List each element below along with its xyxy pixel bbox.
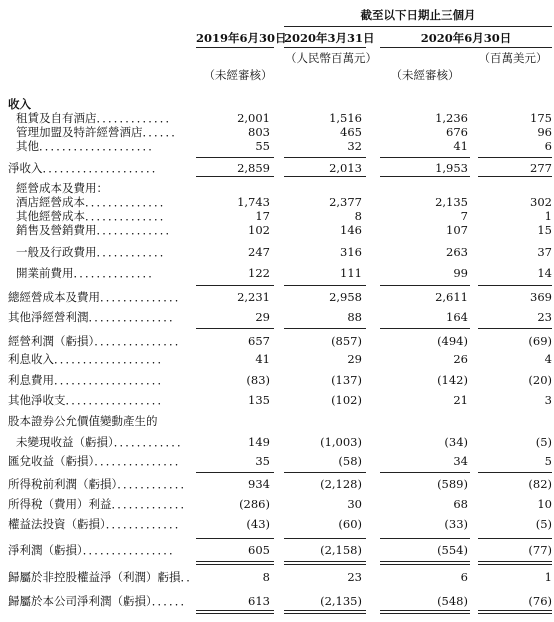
table-cell: 99	[453, 266, 468, 280]
table-cell: 1	[544, 209, 552, 223]
table-cell: 465	[340, 125, 362, 139]
table-cell: 1,236	[435, 111, 468, 125]
table-cell: 10	[537, 497, 552, 511]
unit-usd: （百萬美元）	[478, 51, 548, 65]
row-label: 利息收入．．．．．．．．．．．．．．．．．．．	[8, 352, 169, 366]
table-cell: 1	[544, 570, 552, 584]
double-rule	[284, 561, 366, 562]
row-label: 一般及行政費用．．．．．．．．．．．．	[16, 245, 172, 259]
subtotal-rule	[196, 472, 274, 473]
row-label: 酒店經營成本．．．．．．．．．．．．．．	[16, 195, 172, 209]
table-cell: 934	[248, 477, 270, 491]
table-cell: 1,743	[237, 195, 270, 209]
table-cell: 6	[544, 139, 552, 153]
subtotal-rule	[380, 472, 470, 473]
subtotal-rule	[196, 538, 274, 539]
table-cell: (494)	[437, 334, 468, 348]
table-cell: 277	[530, 161, 552, 175]
table-cell: 7	[460, 209, 468, 223]
table-cell: 3	[544, 393, 552, 407]
table-cell: (2,135)	[320, 594, 362, 608]
subtotal-rule	[380, 157, 470, 158]
table-cell: 613	[248, 594, 270, 608]
table-cell: 122	[248, 266, 270, 280]
table-cell: (83)	[246, 373, 270, 387]
unit-rmb: （人民幣百萬元）	[285, 51, 377, 65]
table-cell: 2,013	[329, 161, 362, 175]
double-rule	[196, 610, 274, 611]
table-cell: (286)	[239, 497, 270, 511]
table-cell: 8	[354, 209, 362, 223]
table-cell: (20)	[528, 373, 552, 387]
col1-date-rule	[196, 47, 274, 48]
table-cell: (1,003)	[320, 435, 362, 449]
table-cell: 1,953	[435, 161, 468, 175]
table-cell: 96	[537, 125, 552, 139]
row-label: 匯兌收益（虧損）．．．．．．．．．．．．．．．	[8, 454, 187, 468]
table-cell: 2,377	[329, 195, 362, 209]
table-cell: 14	[537, 266, 552, 280]
double-rule	[478, 564, 552, 565]
double-rule	[196, 561, 274, 562]
row-label: 歸屬於本公司淨利潤（虧損）．．．．．．	[8, 594, 192, 608]
unaudited-label-2: （未經審核）	[390, 68, 460, 82]
row-label: 開業前費用．．．．．．．．．．．．．．	[16, 266, 160, 280]
table-cell: 369	[530, 290, 552, 304]
row-label: 租賃及自有酒店．．．．．．．．．．．．．	[16, 111, 177, 125]
row-label: 淨利潤（虧損）．．．．．．．．．．．．．．．．	[8, 543, 181, 557]
subtotal-rule	[380, 328, 470, 329]
subtotal-rule	[478, 538, 552, 539]
table-cell: (5)	[535, 435, 552, 449]
table-cell: 29	[347, 352, 362, 366]
table-cell: 135	[248, 393, 270, 407]
table-cell: 247	[248, 245, 270, 259]
row-label: 利息費用．．．．．．．．．．．．．．．．．．．	[8, 373, 169, 387]
table-cell: 29	[255, 310, 270, 324]
table-cell: 1,516	[329, 111, 362, 125]
subtotal-rule	[284, 176, 366, 177]
subtotal-rule	[284, 472, 366, 473]
table-cell: 676	[446, 125, 468, 139]
table-cell: 88	[347, 310, 362, 324]
table-cell: 146	[340, 223, 362, 237]
row-label: 權益法投資（虧損）．．．．．．．．．．．．．	[8, 517, 187, 531]
table-cell: 2,135	[435, 195, 468, 209]
double-rule	[196, 613, 274, 614]
subtotal-rule	[380, 285, 470, 286]
table-cell: 41	[453, 139, 468, 153]
subtotal-rule	[196, 176, 274, 177]
table-cell: 8	[262, 570, 270, 584]
row-label: 所得稅（費用）利益．．．．．．．．．．．．．	[8, 497, 192, 511]
subtotal-rule	[380, 538, 470, 539]
row-label: 總經營成本及費用．．．．．．．．．．．．．．	[8, 290, 187, 304]
col3-date-rule	[380, 47, 552, 48]
table-cell: 17	[255, 209, 270, 223]
table-cell: (548)	[437, 594, 468, 608]
table-cell: 164	[446, 310, 468, 324]
double-rule	[478, 613, 552, 614]
table-cell: 21	[453, 393, 468, 407]
double-rule	[478, 561, 552, 562]
double-rule	[380, 613, 470, 614]
table-cell: 263	[446, 245, 468, 259]
row-label: 股本證券公允價值變動產生的	[8, 414, 158, 428]
table-cell: 37	[537, 245, 552, 259]
table-cell: (76)	[528, 594, 552, 608]
row-label: 歸屬於非控股權益淨（利潤）虧損．．	[8, 570, 198, 584]
double-rule	[284, 564, 366, 565]
subtotal-rule	[284, 285, 366, 286]
subtotal-rule	[478, 157, 552, 158]
table-cell: 2,958	[329, 290, 362, 304]
table-cell: 68	[453, 497, 468, 511]
row-label: 收入	[8, 97, 31, 111]
table-cell: 175	[530, 111, 552, 125]
row-label: 管理加盟及特許經營酒店．．．．．．	[16, 125, 183, 139]
table-cell: 803	[248, 125, 270, 139]
row-label: 其他淨收支．．．．．．．．．．．．．．．．．	[8, 393, 169, 407]
period-title: 截至以下日期止三個月	[360, 8, 476, 22]
row-label: 淨收入．．．．．．．．．．．．．．．．．．．．	[8, 161, 164, 175]
row-label: 其他經營成本．．．．．．．．．．．．．．	[16, 209, 172, 223]
row-label: 所得稅前利潤（虧損）．．．．．．．．．．．．	[8, 477, 192, 491]
subtotal-rule	[196, 285, 274, 286]
table-cell: (142)	[437, 373, 468, 387]
subtotal-rule	[478, 328, 552, 329]
table-cell: 23	[537, 310, 552, 324]
table-cell: (554)	[437, 543, 468, 557]
col2-date-rule	[284, 47, 366, 48]
subtotal-rule	[196, 328, 274, 329]
table-cell: 2,001	[237, 111, 270, 125]
table-cell: 34	[453, 454, 468, 468]
unaudited-label-1: （未經審核）	[203, 68, 273, 82]
double-rule	[284, 613, 366, 614]
table-cell: 107	[446, 223, 468, 237]
table-cell: 111	[340, 266, 362, 280]
table-cell: 2,859	[237, 161, 270, 175]
table-cell: 32	[347, 139, 362, 153]
table-cell: (2,128)	[320, 477, 362, 491]
table-cell: 605	[248, 543, 270, 557]
table-cell: (102)	[331, 393, 362, 407]
table-cell: 6	[460, 570, 468, 584]
subtotal-rule	[284, 538, 366, 539]
table-cell: (137)	[331, 373, 362, 387]
table-cell: (857)	[331, 334, 362, 348]
row-label: 其他．．．．．．．．．．．．．．．．．．．．	[16, 139, 160, 153]
double-rule	[380, 561, 470, 562]
table-cell: (2,158)	[320, 543, 362, 557]
table-cell: 2,231	[237, 290, 270, 304]
table-cell: 15	[537, 223, 552, 237]
subtotal-rule	[478, 472, 552, 473]
table-cell: (5)	[535, 517, 552, 531]
double-rule	[380, 564, 470, 565]
table-cell: (82)	[528, 477, 552, 491]
row-label: 銷售及營銷費用．．．．．．．．．．．．．	[16, 223, 177, 237]
double-rule	[380, 610, 470, 611]
table-cell: 30	[347, 497, 362, 511]
table-cell: (58)	[338, 454, 362, 468]
double-rule	[196, 564, 274, 565]
table-cell: 5	[544, 454, 552, 468]
row-label: 其他淨經營利潤．．．．．．．．．．．．．．．	[8, 310, 181, 324]
double-rule	[478, 610, 552, 611]
table-cell: 657	[248, 334, 270, 348]
row-label: 經營成本及費用：	[16, 181, 108, 195]
col1-date: 2019年6月30日	[196, 31, 287, 45]
subtotal-rule	[284, 328, 366, 329]
table-cell: (34)	[444, 435, 468, 449]
subtotal-rule	[284, 157, 366, 158]
table-cell: 302	[530, 195, 552, 209]
row-label: 經營利潤（虧損）．．．．．．．．．．．．．．．	[8, 334, 187, 348]
table-cell: 23	[347, 570, 362, 584]
col2-date: 2020年3月31日	[284, 31, 375, 45]
table-cell: (77)	[528, 543, 552, 557]
row-label: 未變現收益（虧損）．．．．．．．．．．．．	[16, 435, 189, 449]
table-cell: (69)	[528, 334, 552, 348]
subtotal-rule	[196, 157, 274, 158]
table-cell: 4	[544, 352, 552, 366]
table-cell: 102	[248, 223, 270, 237]
table-cell: (589)	[437, 477, 468, 491]
table-cell: 149	[248, 435, 270, 449]
table-cell: 35	[255, 454, 270, 468]
header-rule	[284, 26, 552, 27]
table-cell: 41	[255, 352, 270, 366]
subtotal-rule	[478, 176, 552, 177]
col3-date: 2020年6月30日	[420, 31, 512, 45]
table-cell: (43)	[246, 517, 270, 531]
double-rule	[284, 610, 366, 611]
table-cell: (60)	[338, 517, 362, 531]
table-cell: 316	[340, 245, 362, 259]
table-cell: 2,611	[435, 290, 468, 304]
table-cell: (33)	[444, 517, 468, 531]
subtotal-rule	[380, 176, 470, 177]
table-cell: 26	[453, 352, 468, 366]
table-cell: 55	[255, 139, 270, 153]
subtotal-rule	[478, 285, 552, 286]
